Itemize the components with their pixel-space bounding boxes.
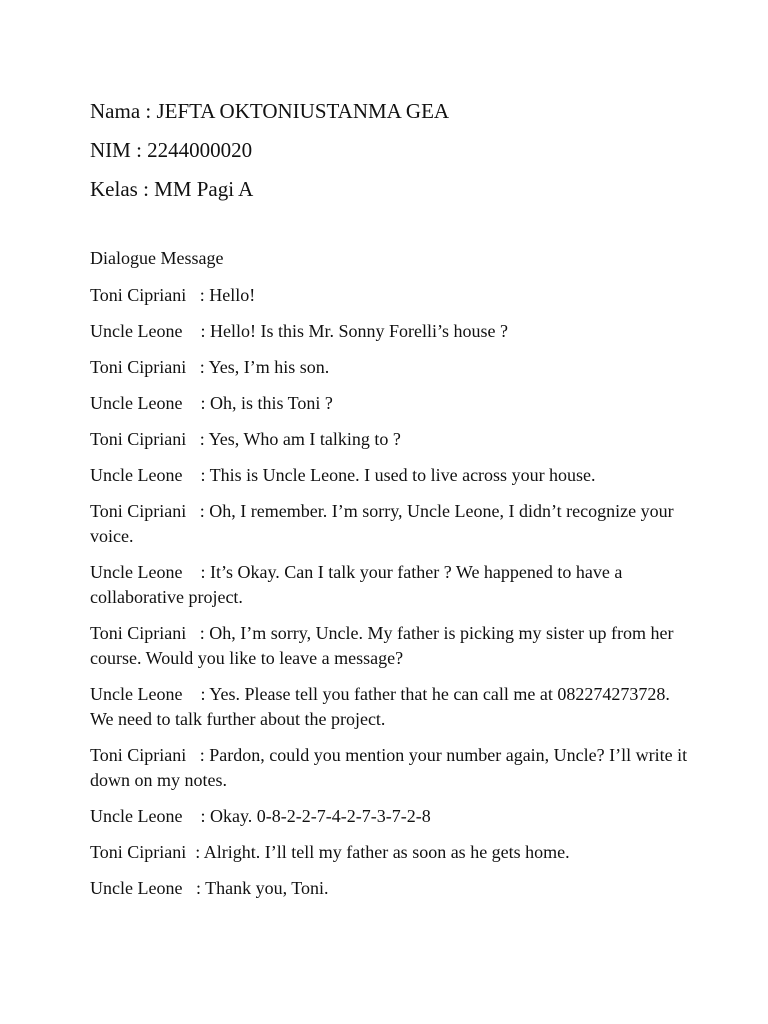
speaker-name: Toni Cipriani [90,501,187,521]
dialogue-turn [90,621,688,671]
speaker-name: Uncle Leone [90,393,183,413]
speaker-separator: : [182,806,210,826]
speaker-separator: : [182,393,210,413]
speaker-name: Toni Cipriani [90,429,187,449]
dialogue-text: Thank you, Toni. [205,878,329,898]
dialogue-text: It’s Okay. Can I talk your father ? We happened to have a collaborative project. [90,562,623,607]
speaker-name: Uncle Leone [90,878,183,898]
student-name: Nama : JEFTA OKTONIUSTANMA GEA [90,99,450,123]
dialogue-turn [90,876,688,901]
dialogue-text: Yes, I’m his son. [208,357,330,377]
speaker-separator: : [182,878,206,898]
speaker-separator: : [182,321,210,341]
speaker-name: Uncle Leone [90,806,183,826]
student-class: Kelas : MM Pagi A [90,177,254,201]
speaker-separator: : [186,357,209,377]
dialogue-turn [90,743,688,793]
dialogue-turn [90,840,688,865]
speaker-name: Uncle Leone [90,321,183,341]
speaker-name: Toni Cipriani [90,357,187,377]
dialogue-turn [90,283,688,308]
dialogue-turn [90,463,688,488]
dialogue-text: This is Uncle Leone. I used to live across your house. [209,465,596,485]
dialogue-text: Pardon, could you mention your number again, Uncle? I’ll write it down on my notes. [90,745,688,790]
dialogue-text: Okay. 0-8-2-2-7-4-2-7-3-7-2-8 [209,806,431,826]
dialogue-turn [90,319,688,344]
speaker-separator: : [186,842,204,862]
dialogue-text: Oh, is this Toni ? [209,393,333,413]
spacer [90,209,688,247]
dialogue-text: Alright. I’ll tell my father as soon as he gets home. [203,842,570,862]
dialogue-turn [90,391,688,416]
dialogue-turn [90,804,688,829]
speaker-name: Toni Cipriani [90,842,187,862]
speaker-separator: : [186,285,210,305]
speaker-separator: : [182,465,210,485]
speaker-name: Uncle Leone [90,684,183,704]
speaker-name: Uncle Leone [90,562,183,582]
dialogue-turn [90,355,688,380]
dialogue-turn [90,560,688,610]
dialogue-text: Hello! Is this Mr. Sonny Forelli’s house ? [209,321,508,341]
dialogue-text: Oh, I remember. I’m sorry, Uncle Leone, I didn’t recognize your voice. [90,501,674,546]
speaker-separator: : [182,562,210,582]
speaker-name: Toni Cipriani [90,285,187,305]
dialogue-text: Hello! [209,285,256,305]
speaker-separator: : [186,429,209,449]
section-title: Dialogue Message [90,248,224,268]
dialogue-text: Yes. Please tell you father that he can call me at 082274273728. We need to talk further about the project. [90,684,670,729]
dialogue-turn [90,499,688,549]
speaker-name: Toni Cipriani [90,745,187,765]
speaker-separator: : [186,623,210,643]
speaker-name: Uncle Leone [90,465,183,485]
dialogue-text: Oh, I’m sorry, Uncle. My father is picking my sister up from her course. Would you like to leave a message? [90,623,674,668]
speaker-separator: : [182,684,210,704]
dialogue-turn [90,682,688,732]
student-nim: NIM : 2244000020 [90,138,253,162]
dialogue-text: Yes, Who am I talking to ? [208,429,401,449]
speaker-separator: : [186,745,210,765]
dialogue-turn [90,427,688,452]
dialogue-list [90,283,688,901]
speaker-separator: : [186,501,210,521]
speaker-name: Toni Cipriani [90,623,187,643]
